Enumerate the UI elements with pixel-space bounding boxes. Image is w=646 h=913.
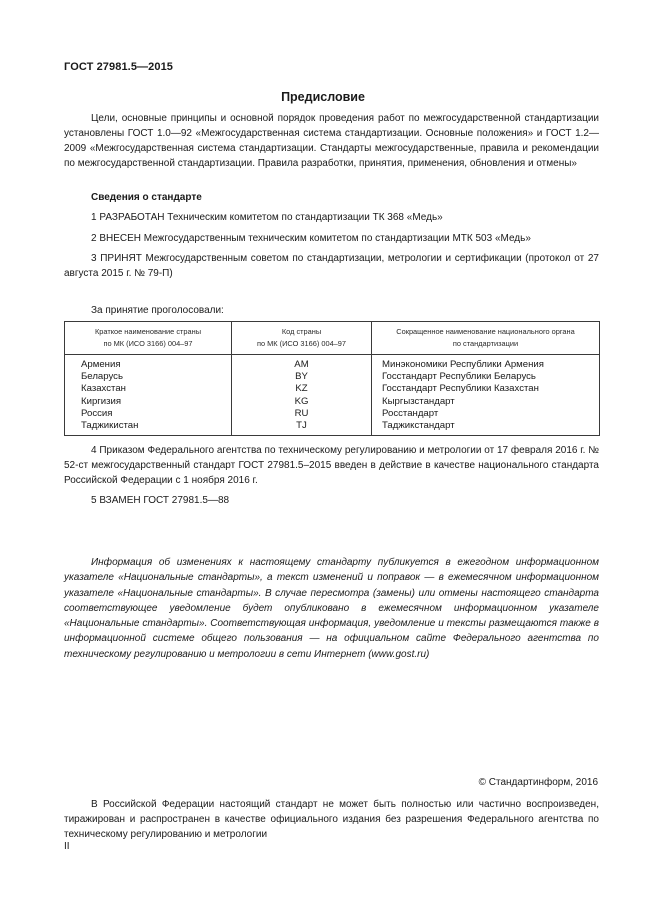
document-header: ГОСТ 27981.5—2015 (64, 61, 174, 73)
item-adopted: 3 ПРИНЯТ Межгосударственным советом по стандартизации, метрологии и сертификации (протокол от 27 августа 2015 г. № 79-П) (64, 253, 599, 279)
header-country (65, 322, 232, 355)
vote-table-header-row (65, 322, 600, 355)
code-cell: AM (232, 355, 372, 372)
body-cell: Росстандарт (372, 408, 600, 420)
table-row (65, 383, 600, 395)
info-notice: Информация об изменениях к настоящему стандарту публикуется в ежегодном информационном указателе «Национальные стандарты», а текст изменений и поправок — в ежемесячном информационном указателе «Национальные стандарты». В случае пересмотра (замены) или отмены настоящего стандарта соответствующее уведомление будет опубликовано в ежемесячном информационном указателе «Национальные стандарты». Соответствующая информация, уведомление и тексты размещаются также в информационной системе общего пользования — на официальном сайте Федерального агентства по техническому регулированию и метрологии в сети Интернет (www.gost.ru) (64, 557, 599, 660)
header-code-line1: Код страны (281, 327, 322, 336)
country-cell: Казахстан (65, 383, 232, 395)
vote-table (64, 321, 600, 436)
country-cell: Армения (65, 355, 232, 372)
body-cell: Кыргызстандарт (372, 396, 600, 408)
info-heading: Сведения о стандарте (91, 192, 202, 203)
header-code-line2: по МК (ИСО 3166) 004–97 (256, 339, 347, 348)
page-title: Предисловие (281, 90, 365, 104)
vote-label: За принятие проголосовали: (91, 305, 224, 316)
country-cell: Киргизия (65, 396, 232, 408)
header-code (232, 322, 372, 355)
country-cell: Россия (65, 408, 232, 420)
header-country-line2: по МК (ИСО 3166) 004–97 (103, 339, 193, 348)
item-order: 4 Приказом Федерального агентства по техническому регулированию и метрологии от 17 февраля 2016 г. № 52-ст межгосударственный стандарт ГОСТ 27981.5–2015 введен в действие в качестве национального стандарта Российской Федерации с 1 ноября 2016 г. (64, 445, 599, 486)
table-row (65, 371, 600, 383)
header-country-line1: Краткое наименование страны (94, 327, 202, 336)
item-replaces: 5 ВЗАМЕН ГОСТ 27981.5—88 (91, 495, 230, 506)
item-submitted: 2 ВНЕСЕН Межгосударственным техническим комитетом по стандартизации МТК 503 «Медь» (91, 233, 531, 244)
code-cell: KZ (232, 383, 372, 395)
table-row (65, 420, 600, 436)
code-cell: TJ (232, 420, 372, 436)
header-body-line2: по стандартизации (452, 339, 519, 348)
body-cell: Госстандарт Республики Беларусь (372, 371, 600, 383)
page-number: II (64, 841, 70, 852)
country-cell: Беларусь (65, 371, 232, 383)
country-cell: Таджикистан (65, 420, 232, 436)
table-row (65, 408, 600, 420)
copyright: © Стандартинформ, 2016 (478, 777, 598, 788)
body-cell: Госстандарт Республики Казахстан (372, 383, 600, 395)
body-cell: Таджикстандарт (372, 420, 600, 436)
code-cell: RU (232, 408, 372, 420)
body-cell: Минэкономики Республики Армения (372, 355, 600, 372)
intro-paragraph: Цели, основные принципы и основной порядок проведения работ по межгосударственной стандартизации установлены ГОСТ 1.0—92 «Межгосударственная система стандартизации. Основные положения» и ГОСТ 1.2—2009 «Межгосударственная система стандартизации. Стандарты межгосударственные, правила и рекомендации по межгосударственной стандартизации. Правила разработки, принятия, применения, обновления и отмены» (64, 113, 599, 169)
table-row (65, 396, 600, 408)
legal-notice: В Российской Федерации настоящий стандарт не может быть полностью или частично воспроизведен, тиражирован и распространен в качестве официального издания без разрешения Федерального агентства по техническому регулированию и метрологии (64, 799, 599, 840)
table-row (65, 355, 600, 372)
header-body (372, 322, 600, 355)
code-cell: KG (232, 396, 372, 408)
header-body-line1: Сокращенное наименование национального органа (396, 327, 575, 336)
item-developed: 1 РАЗРАБОТАН Техническим комитетом по стандартизации ТК 368 «Медь» (91, 212, 443, 223)
code-cell: BY (232, 371, 372, 383)
